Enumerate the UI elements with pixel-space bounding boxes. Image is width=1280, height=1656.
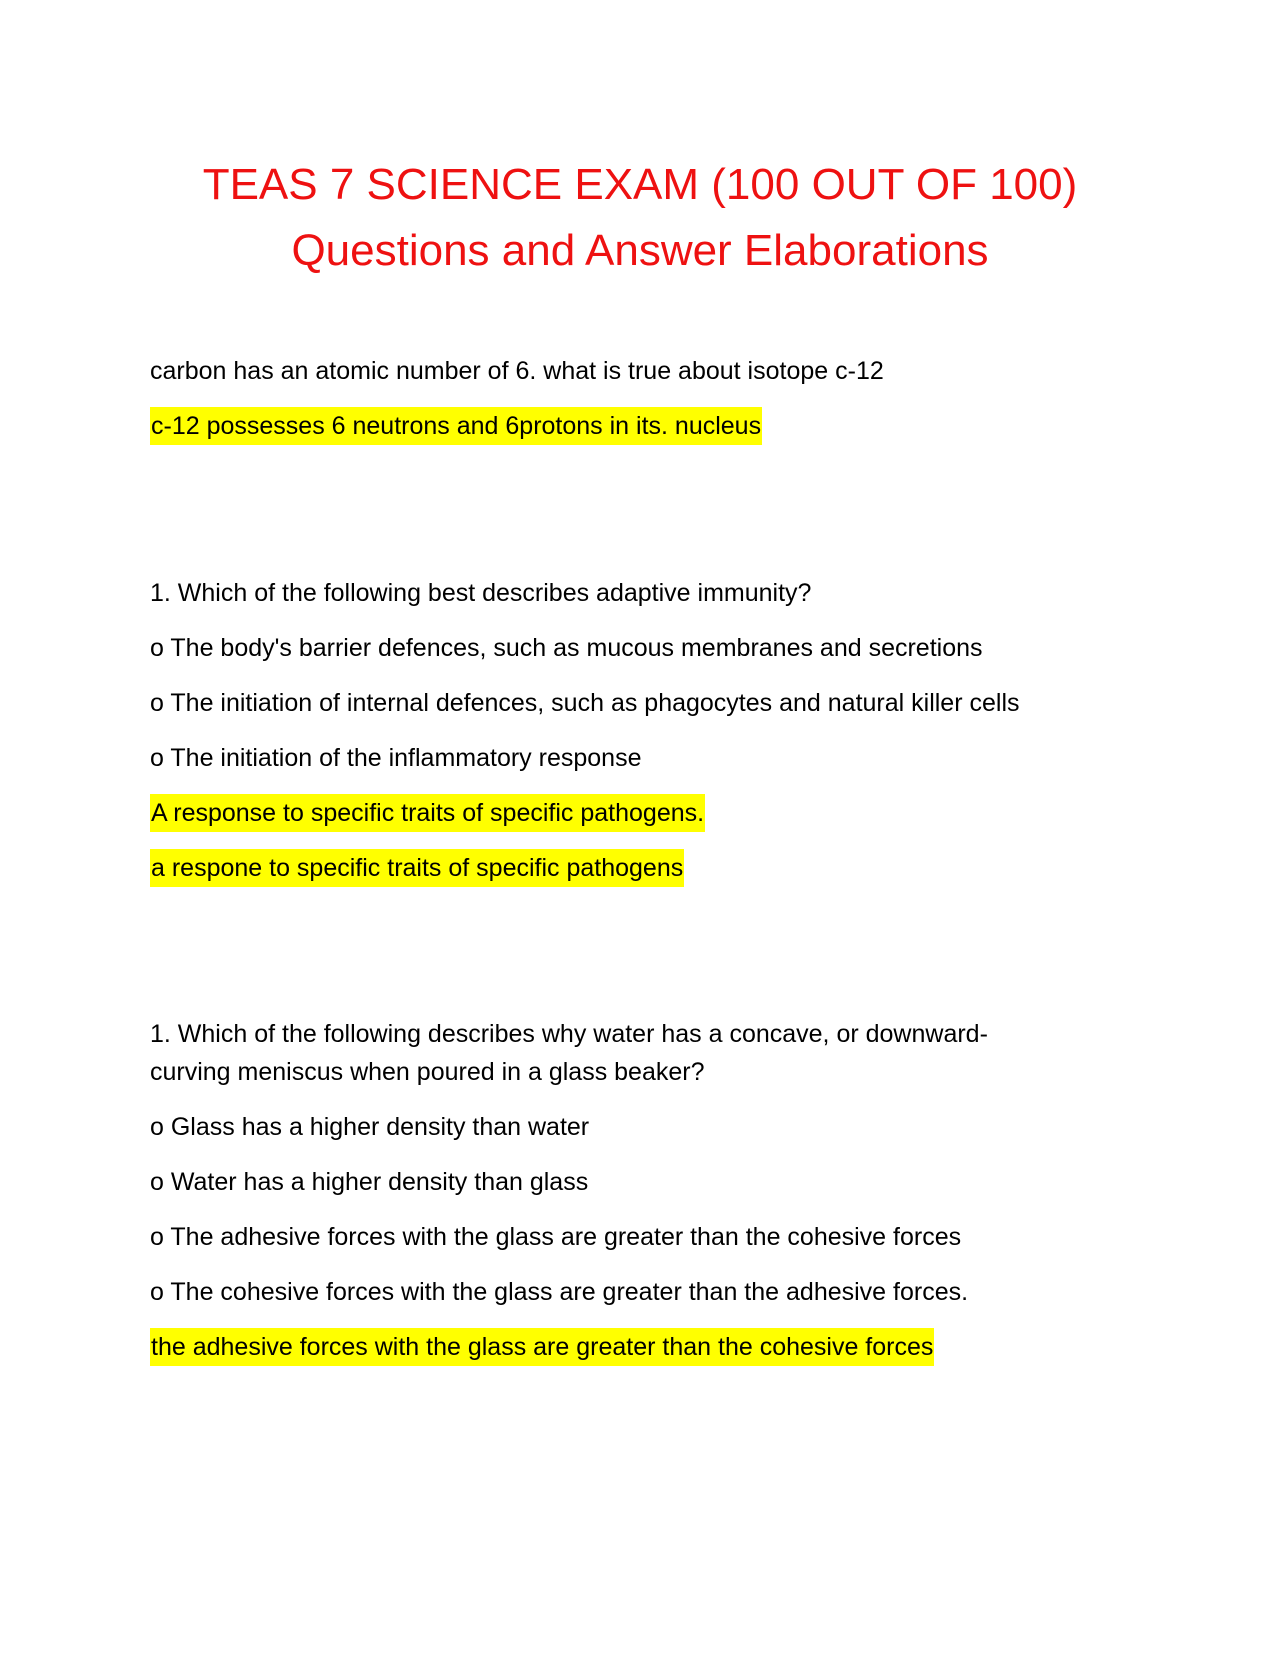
- answer-line: [150, 407, 1150, 445]
- title-line-1: TEAS 7 SCIENCE EXAM (100 OUT OF 100): [202, 160, 1078, 209]
- highlighted-answer: a respone to specific traits of specific pathogens: [150, 849, 684, 887]
- option-item: o The initiation of the inflammatory response: [150, 744, 642, 772]
- document-title: [0, 152, 1280, 284]
- question-text: 1. Which of the following describes why water has a concave, or downward-: [150, 1020, 988, 1048]
- option-item: o The body's barrier defences, such as mucous membranes and secretions: [150, 634, 983, 662]
- title-line-2: Questions and Answer Elaborations: [291, 226, 989, 275]
- question-text: 1. Which of the following best describes adaptive immunity?: [150, 579, 812, 607]
- answer-line: [150, 794, 1150, 832]
- highlighted-answer: the adhesive forces with the glass are greater than the cohesive forces: [150, 1328, 934, 1366]
- highlighted-answer: c-12 possesses 6 neutrons and 6protons in its. nucleus: [150, 407, 762, 445]
- option-item: o The initiation of internal defences, such as phagocytes and natural killer cells: [150, 689, 1020, 717]
- question-text: carbon has an atomic number of 6. what is true about isotope c-12: [150, 357, 884, 385]
- question-block-meniscus: [150, 1015, 1150, 1366]
- question-block-immunity: [150, 574, 1150, 887]
- option-item: o Water has a higher density than glass: [150, 1168, 589, 1196]
- question-block-carbon: [150, 352, 1150, 445]
- option-item: o The adhesive forces with the glass are greater than the cohesive forces: [150, 1223, 962, 1251]
- option-item: o Glass has a higher density than water: [150, 1113, 590, 1141]
- answer-line: [150, 1328, 1150, 1366]
- option-item: o The cohesive forces with the glass are greater than the adhesive forces.: [150, 1278, 969, 1306]
- answer-line: [150, 849, 1150, 887]
- question-text-continued: curving meniscus when poured in a glass beaker?: [150, 1058, 705, 1086]
- highlighted-answer: A response to specific traits of specific pathogens.: [150, 794, 705, 832]
